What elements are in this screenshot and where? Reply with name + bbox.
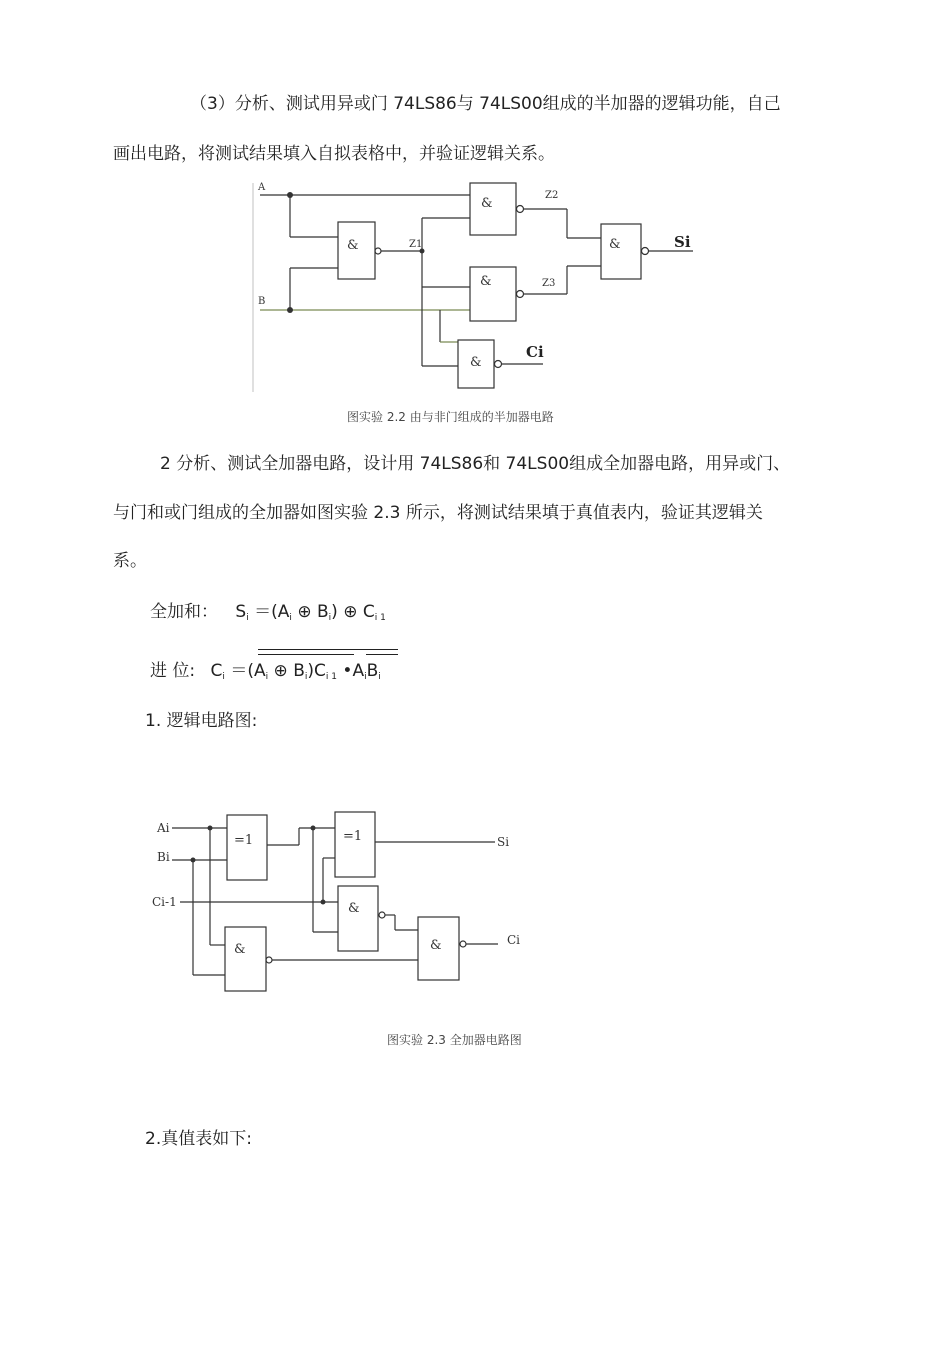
nand-gate-a <box>338 886 378 951</box>
formula-carry-label: 进 位: <box>150 661 196 681</box>
xor-gate-2-symbol: =1 <box>343 829 363 844</box>
gate-1-symbol: & <box>347 238 359 253</box>
nand-gate-b <box>225 927 266 991</box>
output-label-si: Si <box>674 233 691 251</box>
input-label-b: B <box>258 296 266 307</box>
formula-carry: 进 位: $C_i =(A_i$ ⊕ $B_i)C_{i 1}$ $•A_iB_i$ <box>150 661 381 682</box>
formula-sum: 全加和： $S_i =(A_i$ ⊕ $B_i$) ⊕ $C_{i 1}$ <box>150 602 386 623</box>
paragraph-2-line-2: 与门和或门组成的全加器如图实验 2.3 所示，将测试结果填于真值表内，验证其逻辑关 <box>113 503 763 523</box>
figure-2-3-caption: 图实验 2.3 全加器电路图 <box>387 1033 522 1047</box>
input-label-a: A <box>258 182 266 193</box>
node-label-z2: Z2 <box>545 190 559 201</box>
item-1-heading: 1. 逻辑电路图: <box>145 711 258 731</box>
paragraph-1-line-2: 画出电路，将测试结果填入自拟表格中，并验证逻辑关系。 <box>113 144 555 164</box>
gate-b-symbol: & <box>234 942 246 957</box>
paragraph-1-line-1: （3）分析、测试用异或门 74LS86与 74LS00组成的半加器的逻辑功能，自己 <box>190 94 781 114</box>
output-label-ci: Ci <box>507 933 521 947</box>
node-label-z3: Z3 <box>542 278 556 289</box>
gate-2-symbol: & <box>481 196 493 211</box>
gate-3-symbol: & <box>480 274 492 289</box>
node-label-z1: Z1 <box>409 239 423 250</box>
gate-out-symbol: & <box>430 938 442 953</box>
output-label-ci: Ci <box>526 343 544 361</box>
input-label-bi: Bi <box>157 850 170 864</box>
figure-2-2-caption: 图实验 2.2 由与非门组成的半加器电路 <box>347 410 554 424</box>
output-label-si: Si <box>497 835 510 849</box>
paragraph-2-line-3: 系。 <box>113 551 147 571</box>
paragraph-2-line-1: 2 分析、测试全加器电路，设计用 74LS86和 74LS00组成全加器电路，用异或门、 <box>160 454 791 474</box>
gate-4-symbol: & <box>609 237 621 252</box>
formula-sum-label: 全加和： <box>150 602 218 622</box>
item-2-heading: 2.真值表如下: <box>145 1129 252 1149</box>
xor-gate-2 <box>335 812 375 877</box>
xor-gate-1-symbol: =1 <box>234 833 254 848</box>
input-label-ci-1: Ci-1 <box>152 895 177 909</box>
input-label-ai: Ai <box>157 821 170 835</box>
gate-a-symbol: & <box>348 901 360 916</box>
gate-5-symbol: & <box>470 355 482 370</box>
